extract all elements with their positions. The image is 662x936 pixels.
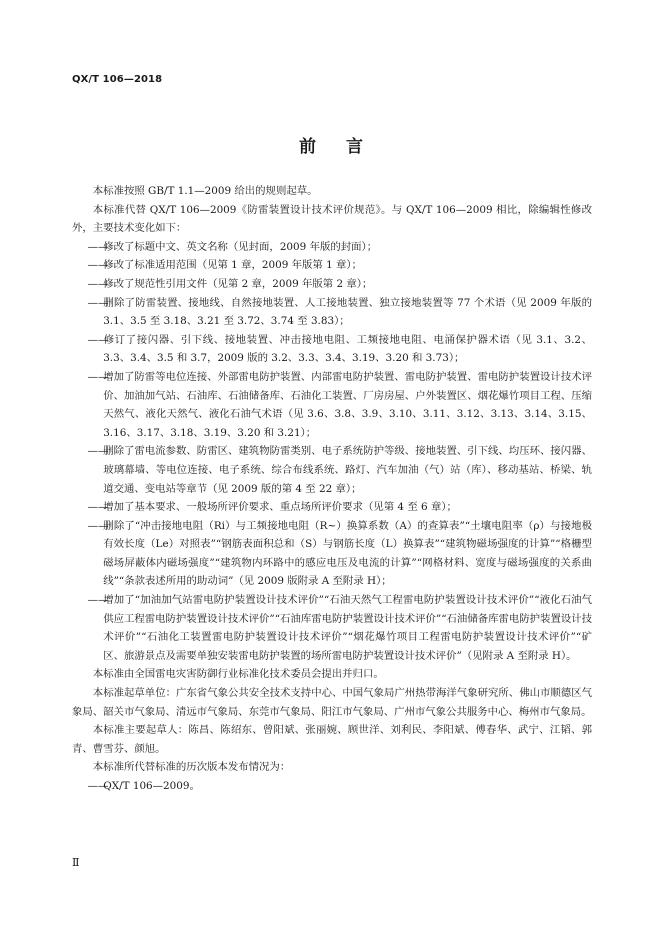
paragraph-history-intro: 本标准所代替标准的历次版本发布情况为： (92, 761, 291, 774)
list-item (72, 275, 592, 294)
list-item (72, 238, 592, 257)
dash-mark: —— (87, 277, 109, 290)
paragraph-proposer: 本标准由全国雷电灾害防御行业标准化技术委员会提出并归口。 (92, 668, 384, 681)
list-item-text: 增加了防雷等电位连接、外部雷电防护装置、内部雷电防护装置、雷电防护装置、雷电防护装置设计技术评价、加油加气站、石油库、石油储备库、石油化工装置、厂房房屋、户外装置区、烟花爆竹项目工程、压缩天然气、液化天然气、液化石油气术语（见 3.6、3.8、3.9、3.10、3.11、3.12、3.13、3.14、3.15、3.16、3.17、3.18、3.19、3.20 和 3.21）； (103, 370, 592, 439)
dash-mark: —— (87, 333, 109, 346)
list-item (72, 591, 592, 665)
list-item-text: 修改了规范性引用文件（见第 2 章，2009 年版第 2 章）； (103, 277, 373, 290)
list-item-text: 删除了“冲击接地电阻（Ri）与工频接地电阻（R~）换算系数（A）的查算表”“土壤电阻率（ρ）与接地极有效长度（Le）对照表”“钢筋表面积总和（S）与钢筋长度（L）换算表”“建筑物磁场强度的计算”“格栅型磁场屏蔽体内磁场强度”“建筑物内环路中的感应电压及电流的计算”“网格材料、宽度与磁场强度的关系曲线”“条款表述所用的助动词”（见 2009 版附录 A 至附录 H）； (103, 519, 592, 588)
dash-mark: —— (87, 519, 109, 532)
dash-mark: —— (87, 259, 109, 272)
list-item-text: 增加了基本要求、一般场所评价要求、重点场所评价要求（见第 4 至 6 章）； (103, 501, 457, 514)
dash-mark: —— (87, 780, 109, 792)
list-item (72, 368, 592, 442)
list-item-text: 删除了雷电流参数、防雷区、建筑物防雷类别、电子系统防护等级、接地装置、引下线、均压环、接闪器、玻璃幕墙、等电位连接、电子系统、综合布线系统、路灯、汽车加油（气）站（库）、移动基站、桥梁、轨道交通、变电站等章节（见 2009 版的第 4 至 22 章）； (103, 445, 592, 495)
page-title: 前言 (299, 137, 393, 157)
list-item-text: 修改了标准适用范围（见第 1 章，2009 年版第 1 章）； (103, 259, 362, 272)
list-item-text: 修订了接闪器、引下线、接地装置、冲击接地电阻、工频接地电阻、电涌保护器术语（见 3.1、3.2、3.3、3.4、3.5 和 3.7，2009 版的 3.2、3.3、3.4、3.19、3.20 和 3.73）； (103, 333, 592, 365)
changes-list (72, 238, 592, 666)
list-item (72, 517, 592, 591)
dash-mark: —— (87, 370, 109, 383)
list-item-text: 删除了防雷装置、接地线、自然接地装置、人工接地装置、独立接地装置等 77 个术语（见 2009 年版的 3.1、3.5 至 3.18、3.21 至 3.72、3.74 至 3.83）； (103, 296, 592, 328)
paragraph-drafters: 本标准主要起草人：陈昌、陈绍东、曾阳斌、张丽婉、顾世洋、刘利民、李阳斌、傅春华、武宁、江韬、郭青、曹雪芬、颜旭。 (72, 724, 592, 755)
list-item (72, 442, 592, 498)
list-item (72, 331, 592, 368)
history-item-text: QX/T 106—2009。 (103, 780, 200, 792)
dash-mark: —— (87, 445, 109, 458)
paragraph-replacement: 本标准代替 QX/T 106—2009《防雷装置设计技术评价规范》。与 QX/T 106—2009 相比，除编辑性修改外，主要技术变化如下： (72, 203, 592, 235)
document-body (72, 182, 592, 796)
list-item-text: 增加了“加油加气站雷电防护装置设计技术评价”“石油天然气工程雷电防护装置设计技术评价”“液化石油气供应工程雷电防护装置设计技术评价”“石油库雷电防护装置设计技术评价”“石油储备库雷电防护装置设计技术评价”“石油化工装置雷电防护装置设计技术评价”“烟花爆竹项目工程雷电防护装置设计技术评价”“矿区、旅游景点及需要单独安装雷电防护装置的场所雷电防护装置设计技术评价”（见附录 A 至附录 H）。 (103, 594, 593, 662)
history-item (72, 777, 592, 796)
paragraph-drafting-units: 本标准起草单位：广东省气象公共安全技术支持中心、中国气象局广州热带海洋气象研究所、佛山市顺德区气象局、韶关市气象局、清远市气象局、东莞市气象局、阳江市气象局、广州市气象公共服务中心、梅州市气象局。 (72, 687, 592, 718)
dash-mark: —— (87, 296, 109, 309)
dash-mark: —— (87, 240, 109, 253)
page-number: Ⅱ (72, 856, 80, 869)
list-item (72, 498, 592, 517)
dash-mark: —— (87, 594, 109, 607)
document-code-header: QX/T 106—2018 (72, 74, 163, 85)
dash-mark: —— (87, 501, 109, 514)
list-item (72, 256, 592, 275)
paragraph-drafting-rules: 本标准按照 GB/T 1.1—2009 给出的规则起草。 (92, 185, 318, 197)
list-item-text: 修改了标题中文、英文名称（见封面，2009 年版的封面）； (103, 240, 378, 253)
list-item (72, 294, 592, 331)
